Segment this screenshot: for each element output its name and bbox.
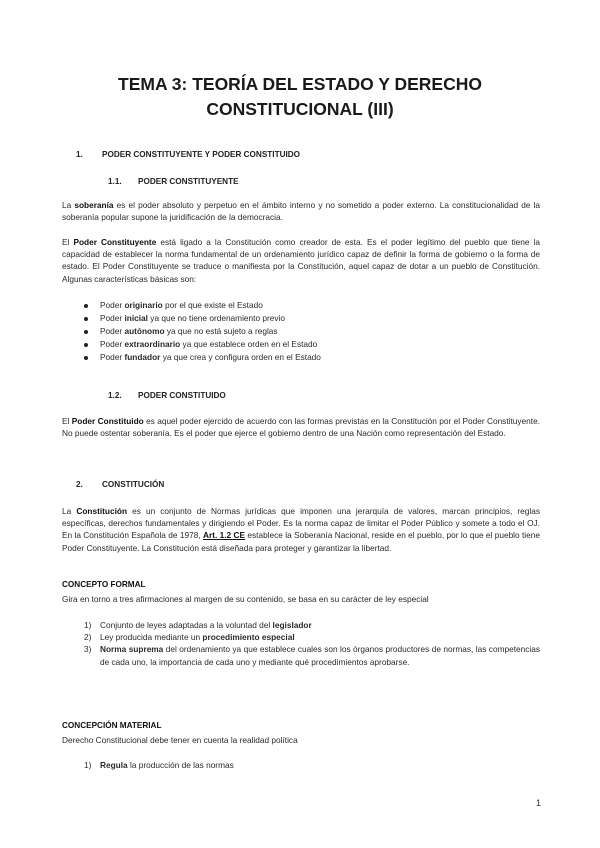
term-constitucion: Constitución <box>76 506 128 516</box>
text: Regula <box>100 760 128 770</box>
text: es el poder absoluto y perpetuo en el ámbito interno y no sometido a poder externo. La constitucionalidad de la soberanía popular supone la juridificación de la democracia. <box>62 200 540 223</box>
list-number: 3) <box>84 644 92 655</box>
text: La <box>62 200 75 210</box>
text: El <box>62 237 74 247</box>
text: Poder <box>100 339 125 349</box>
section-1-1-heading: PODER CONSTITUYENTE <box>138 177 239 186</box>
bullet-icon <box>84 317 88 321</box>
formal-list <box>84 619 540 668</box>
list-item <box>84 631 540 643</box>
text: ya que establece orden en el Estado <box>180 339 318 349</box>
text: Poder <box>100 326 125 336</box>
term-soberania: soberanía <box>74 200 114 210</box>
text: Ley producida mediante un <box>100 632 203 643</box>
text: ya que no tiene ordenamiento previo <box>147 313 285 323</box>
bullet-icon <box>84 356 88 360</box>
list-item <box>84 299 321 312</box>
term-poder-constituyente: Poder Constituyente <box>73 237 157 247</box>
text: legislador <box>272 620 312 630</box>
section-1-heading: PODER CONSTITUYENTE Y PODER CONSTITUIDO <box>102 150 301 159</box>
material-list <box>84 759 540 771</box>
section-1-2-heading: PODER CONSTITUIDO <box>138 391 226 400</box>
section-2-heading: CONSTITUCIÓN <box>102 480 165 489</box>
text: Poder <box>100 300 125 310</box>
concepto-formal-heading: CONCEPTO FORMAL <box>62 580 146 589</box>
paragraph-constitucion <box>62 505 540 554</box>
paragraph-poder-constituido <box>62 415 540 439</box>
text: Poder <box>100 313 125 323</box>
list-number: 2) <box>84 632 92 643</box>
text: inicial <box>124 313 148 323</box>
bullet-icon <box>84 330 88 334</box>
concepcion-material-text: Derecho Constitucional debe tener en cuenta la realidad política <box>62 735 298 745</box>
text: fundador <box>124 352 161 362</box>
text: establece la Soberanía Nacional, reside en el pueblo, por lo que el pueblo tiene Poder Constituyente. La Constitución está diseñada para proteger y garantizar la libertad. <box>62 530 540 553</box>
text: Conjunto de leyes adaptadas a la voluntad del <box>100 620 273 630</box>
list-item <box>84 351 321 364</box>
section-1-1-number: 1.1. <box>108 177 122 186</box>
text: por el que existe el Estado <box>162 300 263 310</box>
text: ya que crea y configura orden en el Estado <box>160 352 321 362</box>
section-1-number: 1. <box>76 150 83 159</box>
concepto-formal-text: Gira en torno a tres afirmaciones al margen de su contenido, se basa en su carácter de ley especial <box>62 594 429 604</box>
page-number: 1 <box>536 798 542 808</box>
section-1-2-number: 1.2. <box>108 391 122 400</box>
text: ya que no está sujeto a reglas <box>164 326 278 336</box>
list-number: 1) <box>84 620 92 630</box>
list-item <box>84 643 540 667</box>
list-item <box>84 619 540 631</box>
text: Norma suprema <box>100 644 164 655</box>
concepcion-material-heading: CONCEPCIÓN MATERIAL <box>62 721 162 730</box>
section-2-number: 2. <box>76 480 83 489</box>
text: El <box>62 416 72 426</box>
text: es aquel poder ejercido de acuerdo con las formas previstas en la Constitución por el Poder Constituyente. No puede ostentar soberanía. Es el poder que ejerce el gobierno dentro de una Nación como representación del Estado. <box>62 416 541 439</box>
page-title: TEMA 3: TEORÍA DEL ESTADO Y DERECHO CONSTITUCIONAL (III) <box>118 74 482 119</box>
list-number: 1) <box>84 760 92 770</box>
bullet-icon <box>84 343 88 347</box>
text: La <box>62 506 77 516</box>
text: procedimiento especial <box>202 632 295 643</box>
text: autónomo <box>124 326 165 336</box>
paragraph-soberania <box>62 199 540 223</box>
text: la producción de las normas <box>127 760 234 770</box>
list-item <box>84 338 321 351</box>
term-poder-constituido: Poder Constituido <box>71 416 144 426</box>
list-item <box>84 759 540 771</box>
text: Poder <box>100 352 125 362</box>
text: es un conjunto de Normas jurídicas que imponen una jerarquía de valores, marcan principios, reglas específicas, derechos fundamentales y dirigiendo el Poder. Es la norma capaz de limitar el Poder Público y somete a todo el OJ. En la Constitución Española de 1978, <box>62 506 540 541</box>
text: originario <box>124 300 163 310</box>
list-item <box>84 325 321 338</box>
text: está ligado a la Constitución como creador de esta. Es el poder legítimo del pueblo que tiene la capacidad de establecer la norma fundamental de un ordenamiento jurídico capaz de definir la forma de gobierno o la forma de estado. El Poder Constituyente se traduce o manifiesta por la Constitución, aquel capaz de dotar a un pueblo de Constitución. Algunas características básicas son: <box>62 237 541 284</box>
text: del ordenamiento ya que establece cuales son los órganos productores de normas, las competencias de cada uno, la importancia de cada uno y mediante qué procedimientos aprobarse. <box>100 644 540 667</box>
article-link[interactable]: Art. 1.2 CE <box>202 530 246 541</box>
paragraph-poder-constituyente <box>62 236 540 285</box>
list-item <box>84 312 321 325</box>
text: extraordinario <box>124 339 181 349</box>
bullet-icon <box>84 304 88 308</box>
characteristics-list <box>84 299 321 364</box>
